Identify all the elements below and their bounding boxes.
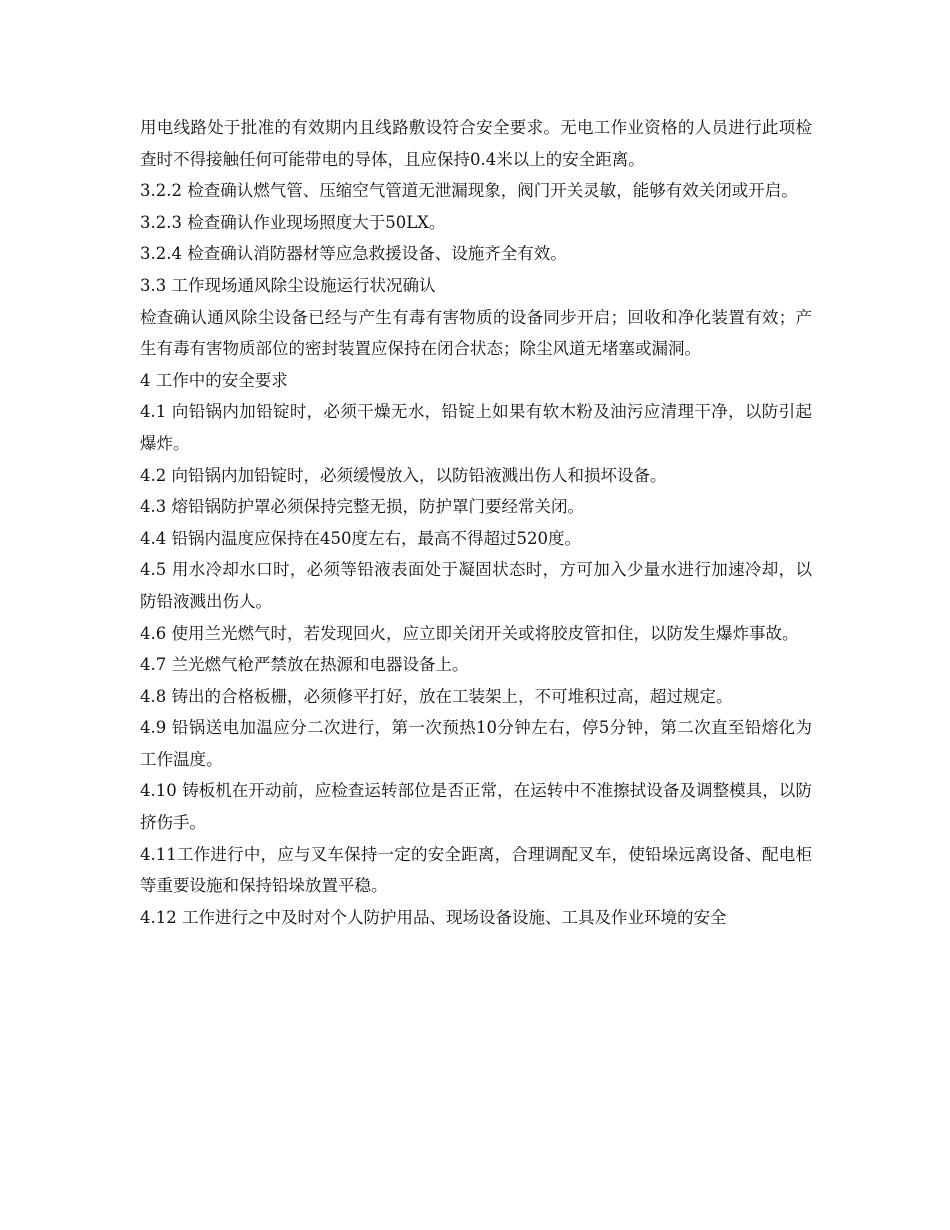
paragraph-3-2-3: 3.2.3 检查确认作业现场照度大于50LX。 [140,212,446,232]
document-page [140,112,812,933]
paragraph-4-3: 4.3 熔铅锅防护罩必须保持完整无损，防护罩门要经常关闭。 [140,497,584,517]
paragraph-4-6: 4.6 使用兰光燃气时，若发现回火，应立即关闭开关或将胶皮管扣住，以防发生爆炸事故。 [140,623,799,643]
paragraph-3-2-2: 3.2.2 检查确认燃气管、压缩空气管道无泄漏现象，阀门开关灵敏，能够有效关闭或开启。 [140,181,798,201]
paragraph-4-12: 4.12 工作进行之中及时对个人防护用品、现场设备设施、工具及作业环境的安全 [140,907,727,927]
paragraph-4-5: 4.5 用水冷却水口时，必须等铅液表面处于凝固状态时，方可加入少量水进行加速冷却，以防铅液溅出伤人。 [140,560,812,611]
paragraph-4-8: 4.8 铸出的合格板栅，必须修平打好，放在工装架上，不可堆积过高，超过规定。 [140,686,733,706]
paragraph-4-10: 4.10 铸板机在开动前，应检查运转部位是否正常，在运转中不准擦拭设备及调整模具，以防挤伤手。 [140,781,812,833]
paragraph-4-11: 4.11工作进行中，应与叉车保持一定的安全距离，合理调配叉车，使铅垛远离设备、配电柜等重要设施和保持铅垛放置平稳。 [140,844,812,896]
heading-3-3: 3.3 工作现场通风除尘设施运行状况确认 [140,275,436,295]
paragraph-3-2-4: 3.2.4 检查确认消防器材等应急救援设备、设施齐全有效。 [140,244,567,264]
paragraph-4-7: 4.7 兰光燃气枪严禁放在热源和电器设备上。 [140,655,469,675]
paragraph-4-4: 4.4 铅锅内温度应保持在450度左右，最高不得超过520度。 [140,528,581,548]
heading-4: 4 工作中的安全要求 [140,370,288,390]
paragraph-ventilation-check: 检查确认通风除尘设备已经与产生有毒有害物质的设备同步开启；回收和净化装置有效；产生有毒有害物质部位的密封装置应保持在闭合状态；除尘风道无堵塞或漏洞。 [140,307,812,359]
paragraph-4-1: 4.1 向铅锅内加铅锭时，必须干燥无水，铅锭上如果有软木粉及油污应清理干净，以防引起爆炸。 [140,402,812,453]
paragraph-4-2: 4.2 向铅锅内加铅锭时，必须缓慢放入，以防铅液溅出伤人和损坏设备。 [140,465,667,485]
paragraph-electrical-line: 用电线路处于批准的有效期内且线路敷设符合安全要求。无电工作业资格的人员进行此项检查时不得接触任何可能带电的导体，且应保持0.4米以上的安全距离。 [140,118,812,169]
paragraph-4-9: 4.9 铅锅送电加温应分二次进行，第一次预热10分钟左右，停5分钟，第二次直至铅熔化为工作温度。 [140,718,812,769]
